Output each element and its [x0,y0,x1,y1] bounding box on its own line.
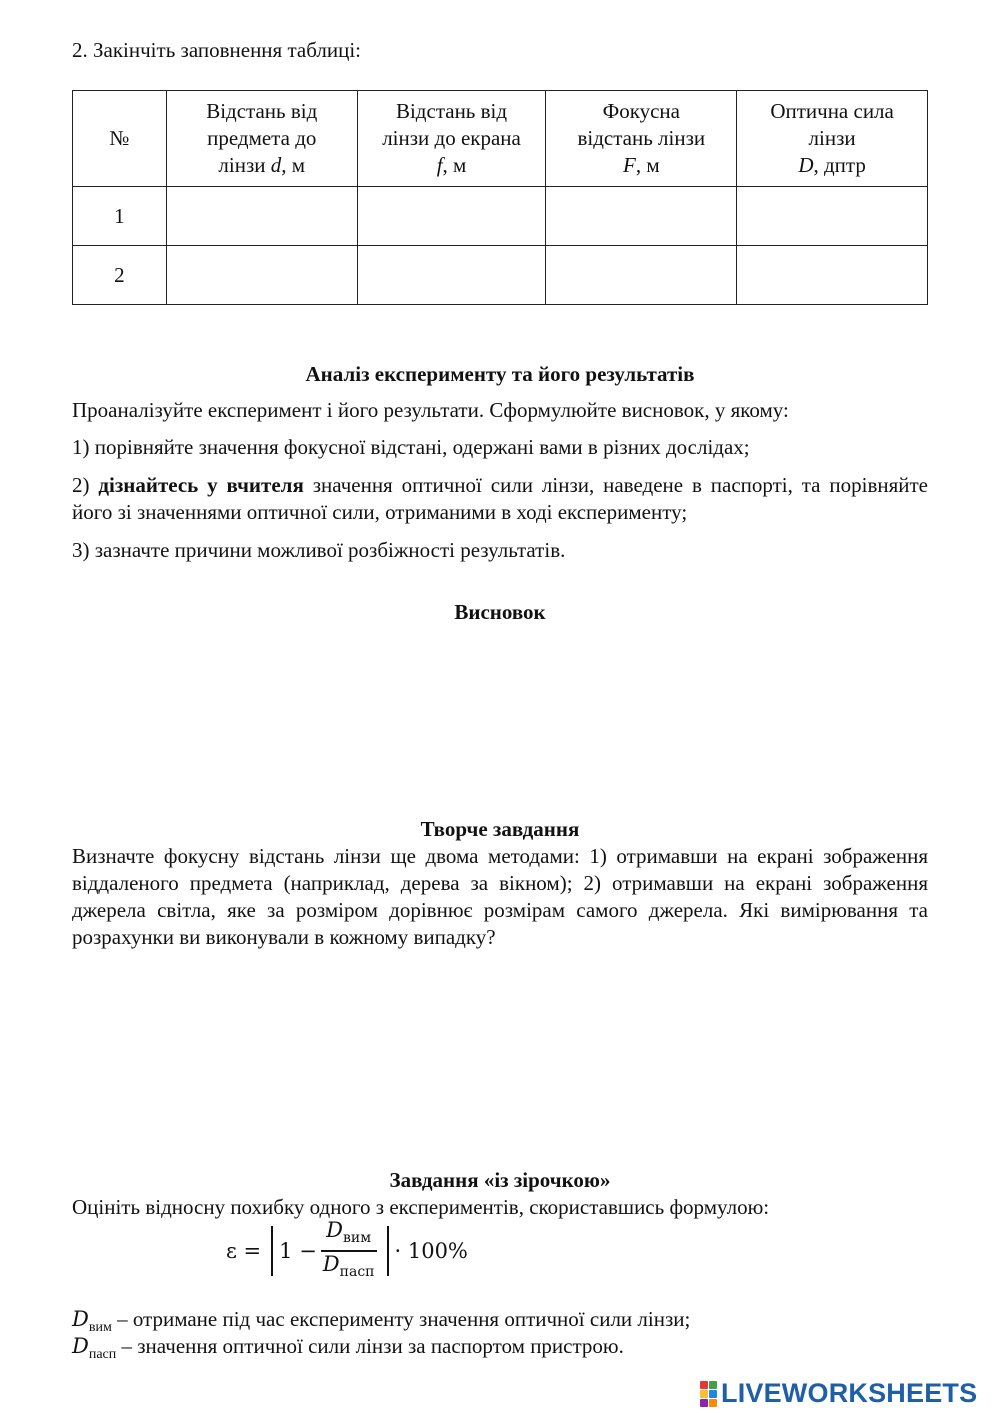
relative-error-formula: ε = 1 − $\frac{D_{вим}}{D_{пасп}}$ · 100% [226,1223,468,1279]
answer-cell[interactable] [737,246,928,305]
star-task-intro: Оцініть відносну похибку одного з експериментів, скориставшись формулою: [72,1195,770,1219]
liveworksheets-logo-icon [700,1381,717,1407]
answer-cell[interactable] [166,246,357,305]
header-object-distance: Відстань від предмета до лінзи d, м [166,91,357,187]
analysis-item-3: 3) зазначте причини можливої розбіжності результатів. [72,538,566,562]
answer-cell[interactable] [166,187,357,246]
answer-cell[interactable] [357,187,546,246]
definition-passport: $D_{пасп}$ – значення оптичної сили лінзи за паспортом пристрою. [72,1334,624,1363]
header-optical-power: Оптична сила лінзи D, дптр [737,91,928,187]
conclusion-title: Висновок [454,600,546,624]
task-heading: 2. Закінчіть заповнення таблиці: [72,38,361,62]
table-row [73,246,928,305]
creative-answer-area[interactable] [72,960,928,1150]
row-number: 2 [73,246,167,305]
answer-cell[interactable] [357,246,546,305]
formula-fraction: $\frac{D_{вим}}{D_{пасп}}$ [322,1218,375,1280]
liveworksheets-logo[interactable] [700,1378,977,1409]
analysis-item-1: 1) порівняйте значення фокусної відстані, одержані вами в різних дослідах; [72,435,750,459]
header-image-distance: Відстань від лінзи до екрана f, м [357,91,546,187]
answer-cell[interactable] [546,187,737,246]
table-header-row [73,91,928,187]
results-table [72,90,928,305]
header-focal-length: Фокусна відстань лінзи F, м [546,91,737,187]
conclusion-answer-area[interactable] [72,635,928,805]
analysis-item-2: 2) дізнайтесь у вчителя значення оптичної сили лінзи, наведене в паспорті, та порівняйте його зі значеннями оптичної сили, отриманими в ході експерименту; [72,473,928,524]
liveworksheets-brand: LIVEWORKSHEETS [721,1378,978,1408]
analysis-intro: Проаналізуйте експеримент і його результати. Сформулюйте висновок, у якому: [72,398,789,422]
analysis-title: Аналіз експерименту та його результатів [305,362,695,386]
answer-cell[interactable] [546,246,737,305]
table-row [73,187,928,246]
star-task-title: Завдання «із зірочкою» [389,1168,611,1192]
definition-measured: $D_{вим}$ – отримане під час експерименту значення оптичної сили лінзи; [72,1307,691,1336]
row-number: 1 [73,187,167,246]
header-number: № [73,91,167,187]
answer-cell[interactable] [737,187,928,246]
creative-title: Творче завдання [420,817,580,841]
creative-text: Визначте фокусну відстань лінзи ще двома методами: 1) отримавши на екрані зображення віддаленого предмета (наприклад, дерева за вікном); 2) отримавши на екрані зображення джерела світла, яке за розміром дорівнює розмірам самого джерела. Які вимірювання та розрахунки ви виконували в кожному випадку? [72,844,928,949]
